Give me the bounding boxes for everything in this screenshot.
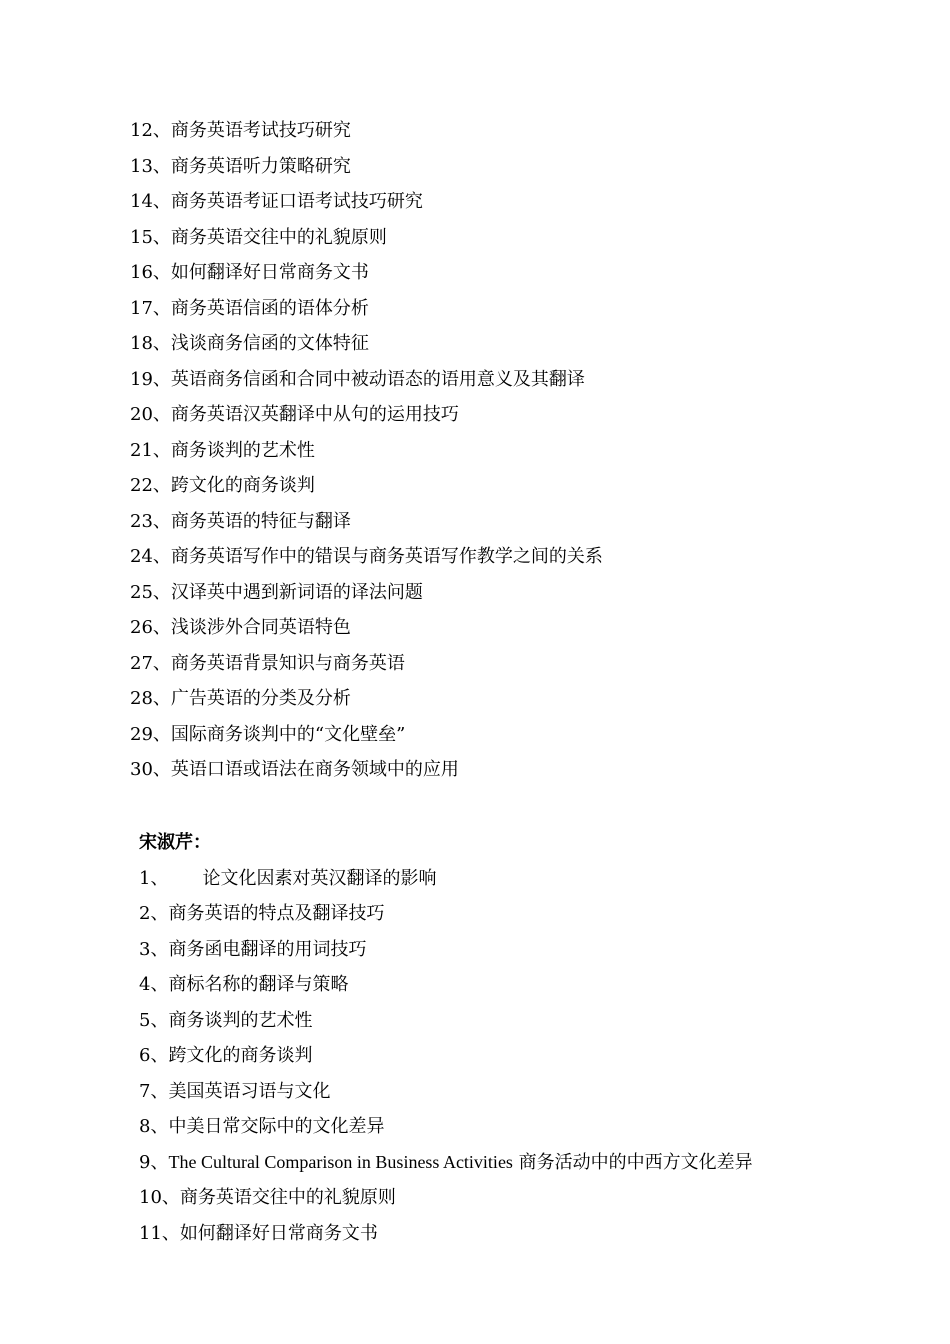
- list-item: 10、商务英语交往中的礼貌原则: [139, 1187, 396, 1208]
- list-item: 1、 论文化因素对英汉翻译的影响: [139, 867, 437, 889]
- topic-list-continued: [130, 113, 603, 788]
- list-item: 17、商务英语信函的语体分析: [130, 297, 369, 319]
- list-item: 4、商标名称的翻译与策略: [139, 974, 349, 995]
- list-item: 16、如何翻译好日常商务文书: [130, 262, 369, 283]
- list-item: 14、商务英语考证口语考试技巧研究: [130, 191, 423, 212]
- list-item: 13、商务英语听力策略研究: [130, 155, 351, 177]
- list-item: 28、广告英语的分类及分析: [130, 688, 351, 709]
- list-item: 24、商务英语写作中的错误与商务英语写作教学之间的关系: [130, 546, 603, 567]
- list-item: 21、商务谈判的艺术性: [130, 439, 315, 461]
- list-item: 20、商务英语汉英翻译中从句的运用技巧: [130, 404, 459, 425]
- advisor-section: [139, 825, 753, 1251]
- list-item: 11、如何翻译好日常商务文书: [139, 1222, 378, 1244]
- list-item: 25、汉译英中遇到新词语的译法问题: [130, 581, 423, 603]
- list-item: 6、跨文化的商务谈判: [139, 1045, 313, 1066]
- list-item: 19、英语商务信函和合同中被动语态的语用意义及其翻译: [130, 368, 585, 390]
- list-item: 7、美国英语习语与文化: [139, 1080, 331, 1102]
- list-item: 23、商务英语的特征与翻译: [130, 510, 351, 532]
- list-item: 5、商务谈判的艺术性: [139, 1009, 313, 1031]
- list-item: 30、英语口语或语法在商务领域中的应用: [130, 759, 459, 780]
- list-item: 9、The Cultural Comparison in Business Activities 商务活动中的中西方文化差异: [139, 1151, 753, 1173]
- list-item: 27、商务英语背景知识与商务英语: [130, 652, 405, 674]
- list-item: 3、商务函电翻译的用词技巧: [139, 938, 367, 960]
- list-item: 18、浅谈商务信函的文体特征: [130, 333, 369, 354]
- list-item: 2、商务英语的特点及翻译技巧: [139, 903, 385, 924]
- list-item: 22、跨文化的商务谈判: [130, 475, 315, 496]
- list-item: 15、商务英语交往中的礼貌原则: [130, 226, 387, 248]
- list-item: 12、商务英语考试技巧研究: [130, 120, 351, 141]
- list-item: 8、中美日常交际中的文化差异: [139, 1116, 385, 1137]
- list-item: 29、国际商务谈判中的“文化壁垒”: [130, 723, 406, 745]
- section-heading: 宋淑芹：: [139, 832, 211, 853]
- list-item: 26、浅谈涉外合同英语特色: [130, 617, 351, 638]
- advisor-topic-list: [139, 861, 753, 1252]
